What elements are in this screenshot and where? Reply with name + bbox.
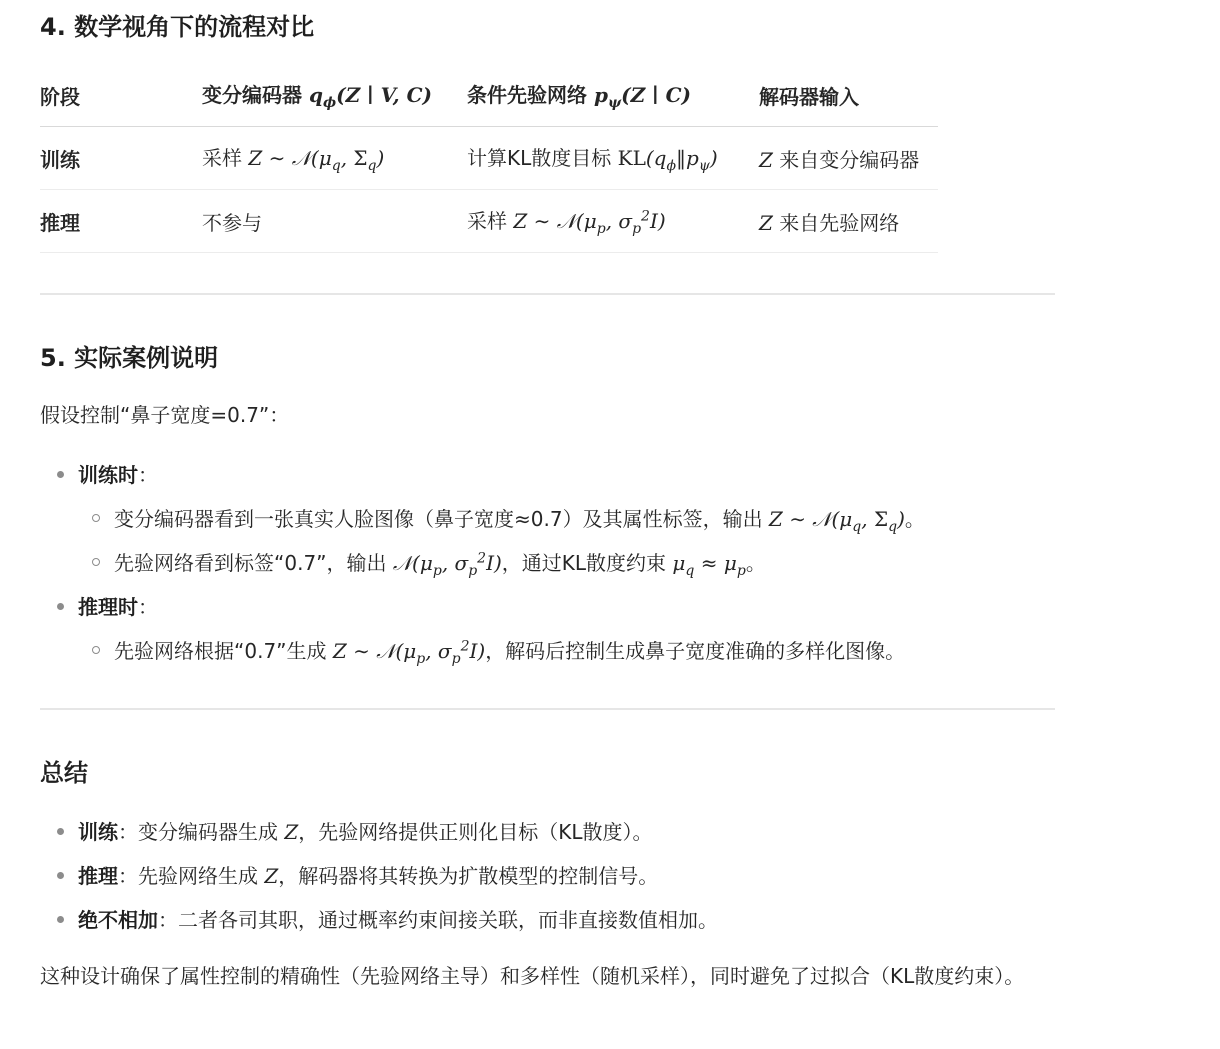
table-row <box>40 190 938 253</box>
cell-stage-infer: 推理 <box>40 190 202 253</box>
section-heading-summary: 总结 <box>40 759 88 787</box>
comparison-table <box>40 64 938 253</box>
cell-decoder-train: Z 来自变分编码器 <box>759 127 938 190</box>
cell-encoder-infer: 不参与 <box>202 190 467 253</box>
example-intro: 假设控制“鼻子宽度=0.7”： <box>40 403 290 427</box>
header-stage: 阶段 <box>40 64 202 127</box>
section-heading-example: 5. 实际案例说明 <box>40 344 219 372</box>
cell-prior-train: 计算KL散度目标 $KL(q_\phi‖p_\psi)$ <box>467 127 759 190</box>
header-decoder-input: 解码器输入 <box>759 64 938 127</box>
cell-decoder-infer: Z 来自先验网络 <box>759 190 938 253</box>
train-label: 训练时 <box>78 463 138 487</box>
table-row <box>40 127 938 190</box>
divider <box>40 708 1055 710</box>
math-p-psi: $p_\psi(Z$ ∣ C) <box>593 83 691 111</box>
table-header-row <box>40 64 938 127</box>
header-prior: 条件先验网络 $p_\psi(Z$ ∣ C) <box>467 64 759 127</box>
cell-prior-infer: 采样 Z ∼ $𝒩(\mu_p$, $\sigma_p^2I$) <box>467 190 759 253</box>
conclusion-paragraph: 这种设计确保了属性控制的精确性（先验网络主导）和多样性（随机采样），同时避免了过拟合（KL散度约束）。 <box>40 964 1025 988</box>
infer-label: 推理时 <box>78 595 138 619</box>
header-encoder: 变分编码器 $q_\phi(Z$ ∣ V, C) <box>202 64 467 127</box>
cell-encoder-train: 采样 Z ∼ $𝒩(\mu_q$, $\Sigma_q$) <box>202 127 467 190</box>
divider <box>40 293 1055 295</box>
math-q-phi: $q_\phi(Z$ ∣ V, C) <box>308 83 432 111</box>
cell-stage-train: 训练 <box>40 127 202 190</box>
section-heading-comparison: 4. 数学视角下的流程对比 <box>40 13 315 41</box>
